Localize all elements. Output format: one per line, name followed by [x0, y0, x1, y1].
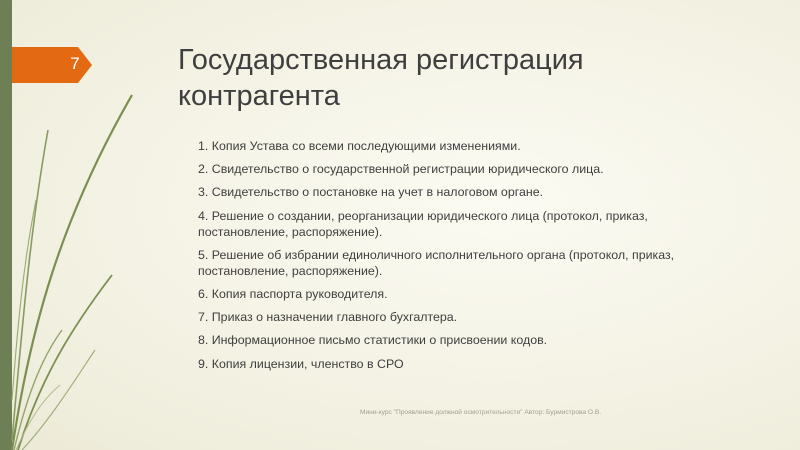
list-item-text: 8. Информационное письмо статистики о присвоении кодов.: [198, 333, 548, 348]
list-item: [178, 161, 738, 177]
list-item-text: 3. Свидетельство о постановке на учет в налоговом органе.: [198, 185, 544, 200]
list-item: [178, 138, 738, 154]
list-item: [178, 309, 738, 325]
list-item: [178, 356, 738, 372]
list-item: [178, 286, 738, 302]
list-item-text: 7. Приказ о назначении главного бухгалтера.: [198, 310, 458, 325]
slide-number: 7: [70, 54, 80, 73]
list-item-text: 6. Копия паспорта руководителя.: [198, 286, 388, 301]
list-item-text: 1. Копия Устава со всеми последующими изменениями.: [198, 139, 521, 153]
list-item: [178, 208, 738, 240]
list-item-text: 5. Решение об избрании единоличного исполнительного органа (протокол, приказ, постановление, распоряжение).: [198, 247, 675, 278]
list-item: [178, 332, 738, 348]
document-list: [178, 138, 738, 379]
slide-title: Государственная регистрация контрагента: [178, 44, 584, 112]
list-item-text: 2. Свидетельство о государственной регистрации юридического лица.: [198, 162, 604, 177]
list-item-text: 9. Копия лицензии, членство в СРО: [198, 356, 404, 371]
list-item: [178, 184, 738, 200]
list-item: [178, 247, 738, 279]
list-item-text: 4. Решение о создании, реорганизации юридического лица (протокол, приказ, постановление, распоряжение).: [198, 208, 648, 239]
slide-footer: Мини-курс "Проявление должной осмотрительности" Автор: Бурмистрова О.В.: [360, 409, 602, 416]
